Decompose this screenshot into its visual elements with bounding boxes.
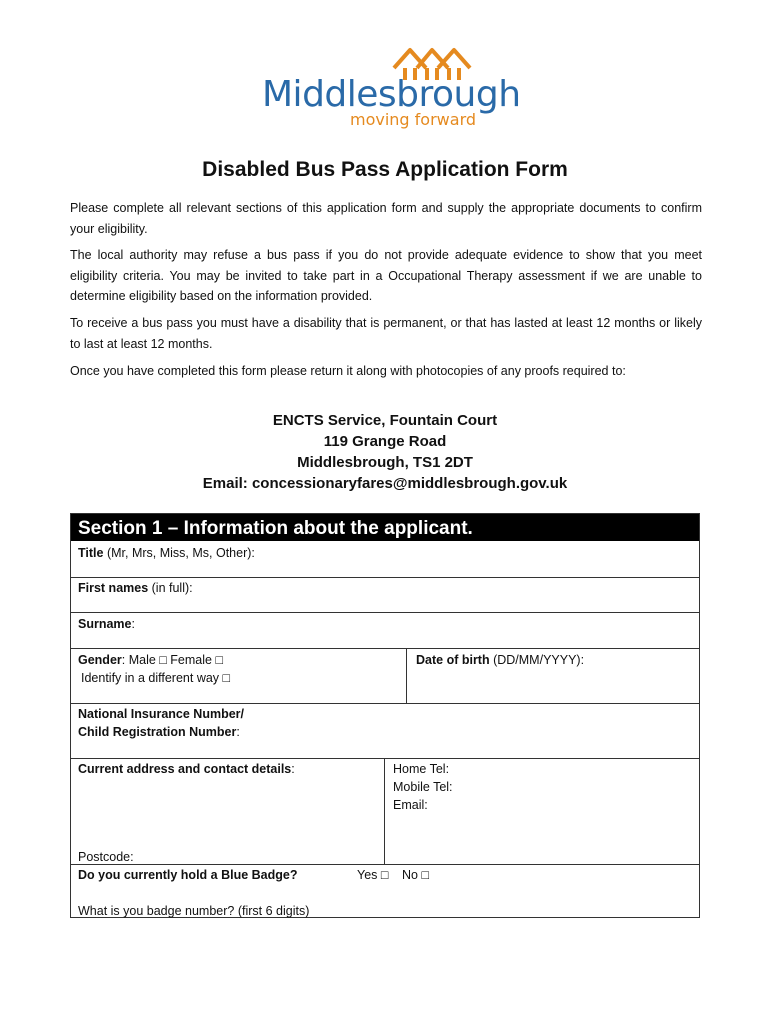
row-divider [71, 758, 699, 759]
address-field[interactable] [78, 760, 295, 778]
surname-field[interactable] [78, 615, 135, 633]
dob-hint: (DD/MM/YYYY): [489, 653, 585, 667]
title-hint: (Mr, Mrs, Miss, Ms, Other): [103, 546, 255, 560]
gender-label: Gender [78, 653, 122, 667]
gender-field[interactable] [78, 651, 230, 687]
first-names-label: First names [78, 581, 149, 595]
address-email: Email: concessionaryfares@middlesbrough.gov.uk [202, 475, 568, 492]
applicant-info-table [70, 513, 700, 918]
logo-tagline: moving forward [350, 110, 477, 129]
blue-badge-question: Do you currently hold a Blue Badge? [78, 868, 298, 882]
row-divider [71, 577, 699, 578]
middlesbrough-logo [262, 42, 521, 132]
ni-label-line-1: National Insurance Number/ [78, 707, 245, 721]
intro-paragraph-3: To receive a bus pass you must have a disability that is permanent, or that has lasted at least 12 months or likely to last at least 12 months. [70, 316, 702, 351]
first-names-field[interactable] [78, 579, 193, 597]
surname-label: Surname [78, 617, 132, 631]
address-line: 119 Grange Road [323, 433, 447, 450]
ni-hint: : [236, 725, 240, 739]
row-divider [71, 703, 699, 704]
contact-details-field[interactable] [393, 760, 453, 814]
intro-paragraph-1: Please complete all relevant sections of this application form and supply the appropriate documents to confirm your eligibility. [70, 201, 702, 236]
row-divider [71, 612, 699, 613]
gender-options: : Male □ Female □ [121, 653, 224, 667]
row-divider [71, 648, 699, 649]
home-tel-label: Home Tel: [393, 762, 450, 776]
blue-badge-yes-checkbox[interactable]: Yes □ [357, 868, 389, 882]
first-names-hint: (in full): [148, 581, 193, 595]
postcode-label: Postcode: [78, 850, 134, 864]
mobile-tel-label: Mobile Tel: [393, 780, 453, 794]
return-address [0, 410, 770, 494]
gender-other-option: Identify in a different way □ [81, 671, 231, 685]
blue-badge-no-checkbox[interactable]: No □ [402, 868, 430, 882]
dob-label: Date of birth [416, 653, 490, 667]
section-1-header: Section 1 – Information about the applicant. [71, 514, 699, 541]
dob-field[interactable] [416, 651, 584, 669]
surname-hint: : [131, 617, 135, 631]
badge-number-field[interactable]: What is you badge number? (first 6 digits) [78, 904, 310, 918]
form-title: Disabled Bus Pass Application Form [202, 158, 568, 181]
ni-number-field[interactable] [78, 705, 244, 741]
intro-paragraph-2: The local authority may refuse a bus pass if you do not provide adequate evidence to show that you meet eligibility criteria. You may be invited to take part in a Occupational Therapy assessment if we are unable to determine eligibility based on the information provided. [70, 248, 702, 303]
intro-paragraph-4: Once you have completed this form please return it along with photocopies of any proofs required to: [70, 364, 626, 378]
address-label: Current address and contact details [78, 762, 292, 776]
title-label: Title [78, 546, 104, 560]
email-label: Email: [393, 798, 428, 812]
column-divider [384, 758, 385, 864]
title-field[interactable] [78, 544, 255, 562]
address-hint: : [291, 762, 295, 776]
address-line: Middlesbrough, TS1 2DT [297, 454, 473, 471]
row-divider [71, 864, 699, 865]
ni-label-line-2: Child Registration Number [78, 725, 237, 739]
address-line: ENCTS Service, Fountain Court [272, 412, 498, 429]
column-divider [406, 648, 407, 703]
logo-wordmark: Middlesbrough [262, 74, 521, 115]
